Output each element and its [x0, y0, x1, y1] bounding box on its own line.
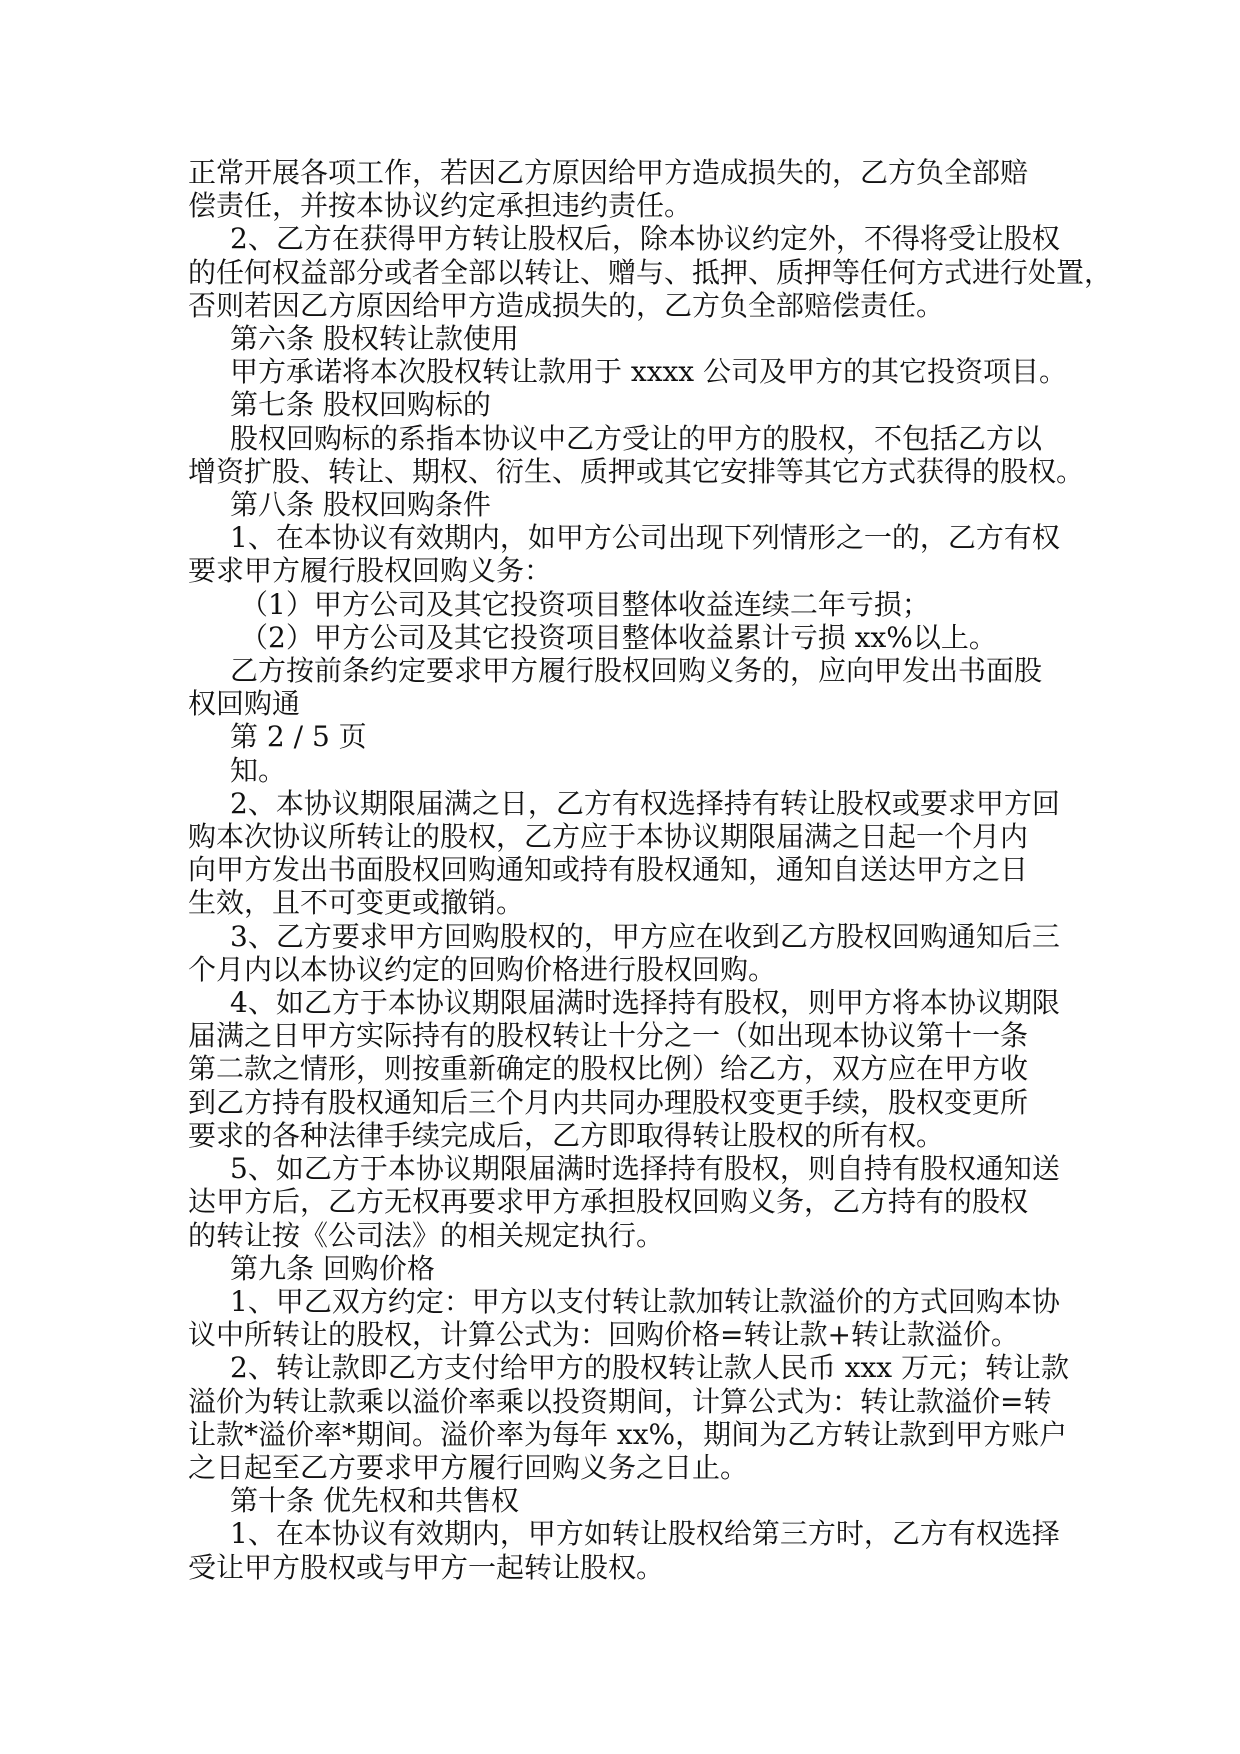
text-line: 偿责任，并按本协议约定承担违约责任。: [188, 189, 693, 223]
text-line: 2、本协议期限届满之日，乙方有权选择持有转让股权或要求甲方回: [230, 786, 1060, 820]
text-line: 到乙方持有股权通知后三个月内共同办理股权变更手续，股权变更所: [188, 1085, 1029, 1119]
text-line: 3、乙方要求甲方回购股权的，甲方应在收到乙方股权回购通知后三: [230, 919, 1060, 953]
text-line: 购本次协议所转让的股权，乙方应于本协议期限届满之日起一个月内: [188, 820, 1029, 854]
text-line: 向甲方发出书面股权回购通知或持有股权通知，通知自送达甲方之日: [188, 853, 1029, 887]
text-line: 议中所转让的股权，计算公式为：回购价格=转让款+转让款溢价。: [188, 1318, 1019, 1352]
text-line: 乙方按前条约定要求甲方履行股权回购义务的，应向甲发出书面股: [230, 654, 1043, 688]
text-line: 5、如乙方于本协议期限届满时选择持有股权，则自持有股权通知送: [230, 1152, 1060, 1186]
text-line: 第二款之情形，则按重新确定的股权比例）给乙方，双方应在甲方收: [188, 1052, 1029, 1086]
text-line: 生效，且不可变更或撤销。: [188, 886, 525, 920]
text-line: 让款*溢价率*期间。溢价率为每年 xx%，期间为乙方转让款到甲方账户: [188, 1417, 1068, 1451]
section-heading-8: 第八条 股权回购条件: [230, 488, 491, 522]
text-line: 个月内以本协议约定的回购价格进行股权回购。: [188, 952, 777, 986]
text-line: 股权回购标的系指本协议中乙方受让的甲方的股权，不包括乙方以: [230, 421, 1043, 455]
text-line: （1）甲方公司及其它投资项目整体收益连续二年亏损；: [240, 587, 930, 621]
text-line: 之日起至乙方要求甲方履行回购义务之日止。: [188, 1450, 749, 1484]
text-line: 1、在本协议有效期内，如甲方公司出现下列情形之一的，乙方有权: [230, 521, 1060, 555]
text-line: 4、如乙方于本协议期限届满时选择持有股权，则甲方将本协议期限: [230, 986, 1060, 1020]
section-heading-9: 第九条 回购价格: [230, 1251, 435, 1285]
text-line: 2、转让款即乙方支付给甲方的股权转让款人民币 xxx 万元；转让款: [230, 1351, 1069, 1385]
text-line: 受让甲方股权或与甲方一起转让股权。: [188, 1550, 665, 1584]
page-number: 第 2 / 5 页: [230, 720, 367, 754]
text-line: 的任何权益部分或者全部以转让、赠与、抵押、质押等任何方式进行处置，: [188, 255, 1113, 289]
document-page: [188, 156, 1113, 1584]
text-line: 甲方承诺将本次股权转让款用于 xxxx 公司及甲方的其它投资项目。: [230, 355, 1067, 389]
text-line: 知。: [230, 753, 287, 787]
text-line: 否则若因乙方原因给甲方造成损失的，乙方负全部赔偿责任。: [188, 288, 945, 322]
text-line: 要求的各种法律手续完成后，乙方即取得转让股权的所有权。: [188, 1118, 945, 1152]
text-line: 正常开展各项工作，若因乙方原因给甲方造成损失的，乙方负全部赔: [188, 156, 1029, 189]
text-line: 1、甲乙双方约定：甲方以支付转让款加转让款溢价的方式回购本协: [230, 1284, 1060, 1318]
text-line: 溢价为转让款乘以溢价率乘以投资期间，计算公式为：转让款溢价=转: [188, 1384, 1052, 1418]
text-line: 届满之日甲方实际持有的股权转让十分之一（如出现本协议第十一条: [188, 1019, 1029, 1053]
section-heading-7: 第七条 股权回购标的: [230, 388, 491, 422]
section-heading-10: 第十条 优先权和共售权: [230, 1484, 519, 1518]
text-line: 2、乙方在获得甲方转让股权后，除本协议约定外，不得将受让股权: [230, 222, 1060, 256]
section-heading-6: 第六条 股权转让款使用: [230, 322, 519, 356]
text-line: 要求甲方履行股权回购义务：: [188, 554, 553, 588]
text-line: 1、在本协议有效期内，甲方如转让股权给第三方时，乙方有权选择: [230, 1517, 1060, 1551]
text-line: （2）甲方公司及其它投资项目整体收益累计亏损 xx%以上。: [240, 620, 997, 654]
text-line: 增资扩股、转让、期权、衍生、质押或其它安排等其它方式获得的股权。: [188, 454, 1085, 488]
text-line: 权回购通: [188, 687, 301, 721]
text-line: 达甲方后，乙方无权再要求甲方承担股权回购义务，乙方持有的股权: [188, 1185, 1029, 1219]
text-line: 的转让按《公司法》的相关规定执行。: [188, 1218, 665, 1252]
